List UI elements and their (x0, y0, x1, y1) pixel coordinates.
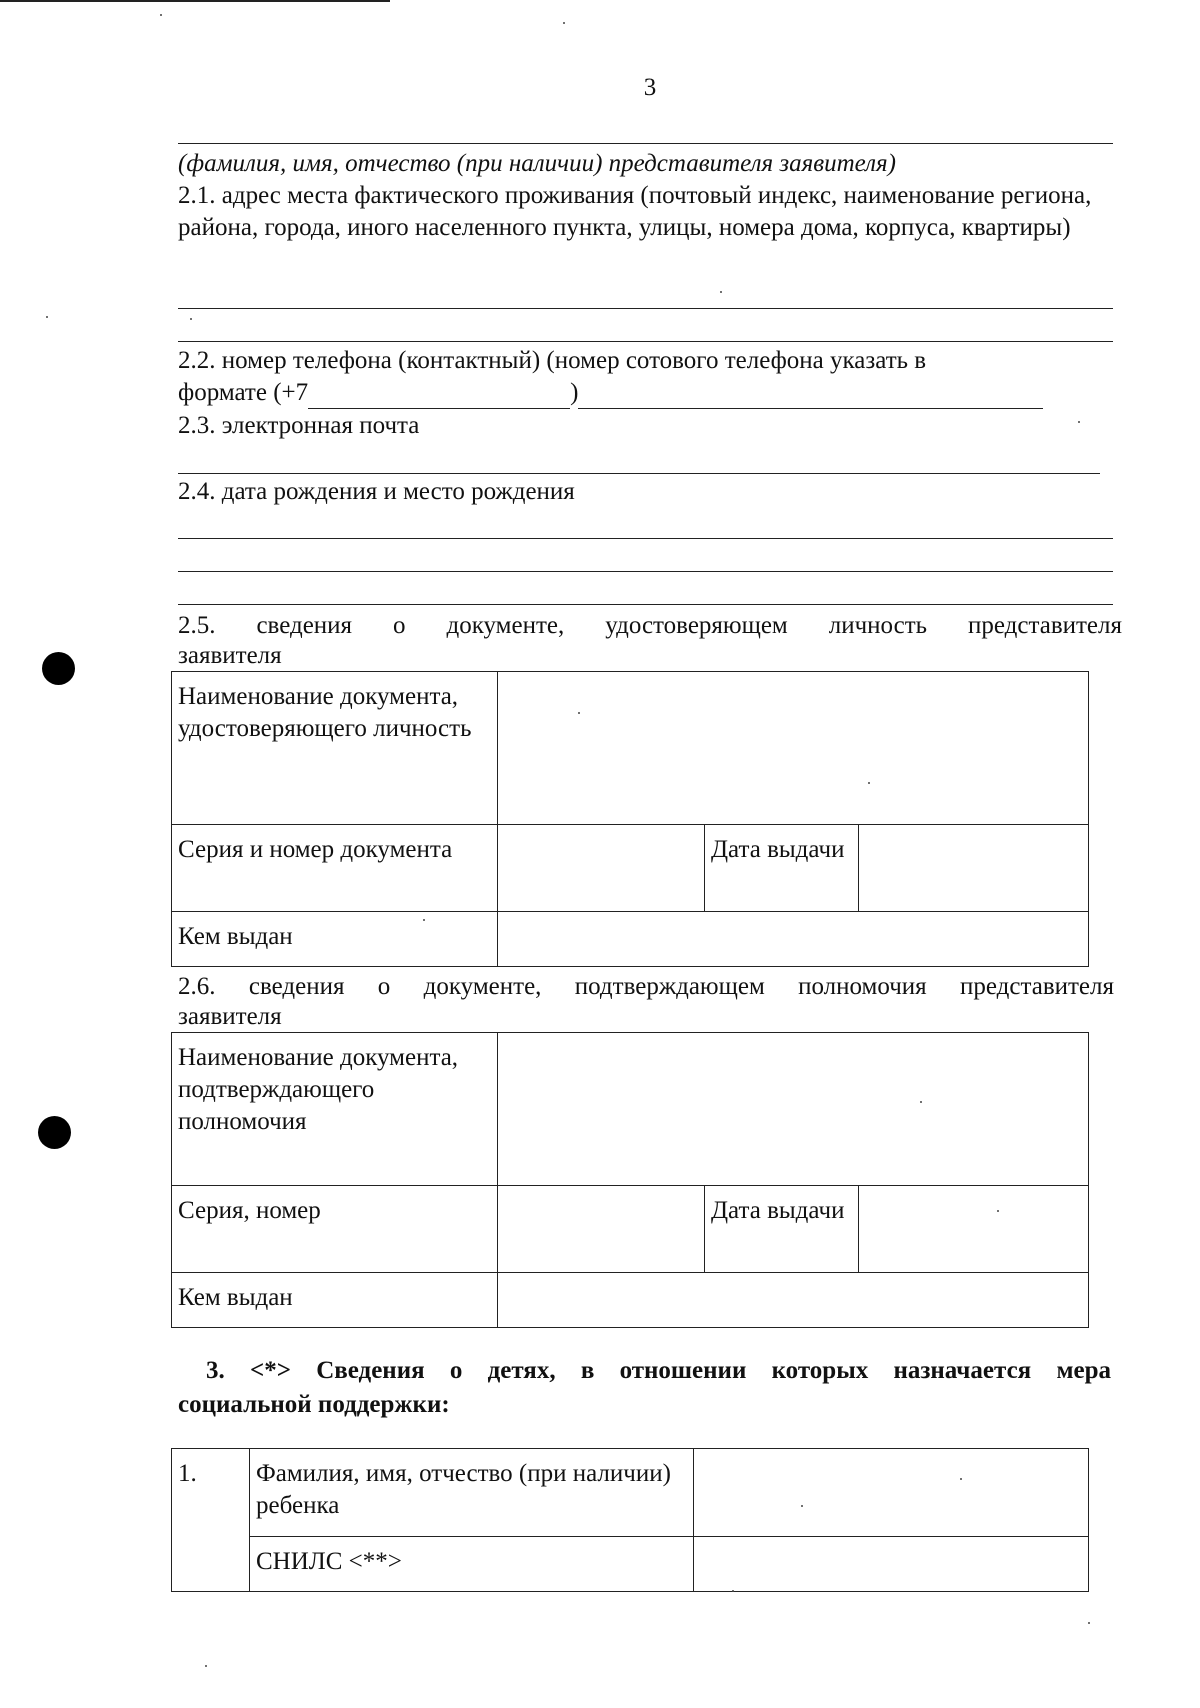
identity-issue-date-field[interactable] (859, 825, 1089, 912)
email-fill-line[interactable] (178, 473, 1100, 474)
scan-speck (868, 782, 870, 784)
scan-speck (720, 291, 722, 293)
identity-doc-name-label: Наименование документа, удостоверяющего личность (172, 672, 498, 825)
table-row (172, 1273, 1089, 1328)
child-fio-label: Фамилия, имя, отчество (при наличии) ребенка (250, 1449, 694, 1537)
item-2-2-phone-line2 (178, 377, 1078, 409)
table-row (172, 825, 1089, 912)
address-fill-line-1[interactable] (178, 308, 1113, 309)
authority-issue-date-label: Дата выдачи (705, 1186, 859, 1273)
authority-issued-by-label: Кем выдан (172, 1273, 498, 1328)
identity-issue-date-label: Дата выдачи (705, 825, 859, 912)
scan-speck (997, 1210, 999, 1212)
scan-speck (205, 1665, 207, 1667)
item-2-5-line2: заявителя (178, 642, 282, 669)
punch-hole (42, 652, 75, 685)
table-row (172, 1449, 1089, 1537)
authority-series-label: Серия, номер (172, 1186, 498, 1273)
scan-speck (160, 14, 162, 16)
scan-edge-line (0, 0, 390, 2)
identity-document-table (171, 671, 1089, 967)
authority-document-table (171, 1032, 1089, 1328)
representative-name-line[interactable] (178, 143, 1113, 144)
page-number: 3 (643, 74, 657, 101)
item-2-4-birth: 2.4. дата рождения и место рождения (178, 478, 575, 505)
scan-speck (1088, 1622, 1090, 1624)
child-snils-label: СНИЛС <**> (250, 1537, 694, 1592)
child-fio-field[interactable] (694, 1449, 1089, 1537)
scan-speck (920, 1101, 922, 1103)
authority-issue-date-field[interactable] (859, 1186, 1089, 1273)
child-row-number: 1. (172, 1449, 250, 1592)
table-row (172, 672, 1089, 825)
scan-speck (732, 1590, 734, 1592)
scan-speck (46, 316, 48, 318)
identity-series-field[interactable] (498, 825, 705, 912)
birth-fill-line-2[interactable] (178, 571, 1113, 572)
authority-series-field[interactable] (498, 1186, 705, 1273)
item-2-2-phone-line1: 2.2. номер телефона (контактный) (номер сотового телефона указать в (178, 347, 927, 374)
phone-close-paren: ) (570, 379, 579, 406)
scan-speck (960, 1478, 962, 1480)
birth-fill-line-1[interactable] (178, 538, 1113, 539)
item-2-5-line1: 2.5. сведения о документе, удостоверяющем личность представителя (178, 612, 1122, 639)
children-table (171, 1448, 1089, 1592)
section-3-heading-line2: социальной поддержки: (178, 1391, 450, 1418)
authority-issued-by-field[interactable] (498, 1273, 1089, 1328)
item-2-6-line1: 2.6. сведения о документе, подтверждающем полномочия представителя (178, 973, 1114, 1000)
punch-hole (38, 1116, 71, 1149)
birth-fill-line-3[interactable] (178, 604, 1113, 605)
identity-issued-by-label: Кем выдан (172, 912, 498, 967)
address-fill-line-2[interactable] (178, 341, 1113, 342)
identity-issued-by-field[interactable] (498, 912, 1089, 967)
scan-speck (190, 318, 192, 320)
table-row (172, 912, 1089, 967)
authority-doc-name-field[interactable] (498, 1033, 1089, 1186)
phone-extra-field[interactable] (578, 382, 1043, 409)
identity-doc-name-field[interactable] (498, 672, 1089, 825)
section-3-heading-line1: 3. <*> Сведения о детях, в отношении которых назначается мера (206, 1357, 1111, 1384)
scan-speck (423, 919, 425, 921)
phone-prefix: формате (+7 (178, 379, 309, 406)
table-row (172, 1186, 1089, 1273)
scan-speck (801, 1505, 803, 1507)
item-2-6-line2: заявителя (178, 1003, 282, 1030)
scan-speck (578, 712, 580, 714)
representative-caption: (фамилия, имя, отчество (при наличии) представителя заявителя) (178, 150, 897, 177)
authority-doc-name-label: Наименование документа, подтверждающего полномочия (172, 1033, 498, 1186)
scan-speck (563, 22, 565, 24)
table-row (172, 1537, 1089, 1592)
identity-series-label: Серия и номер документа (172, 825, 498, 912)
item-2-1-address: 2.1. адрес места фактического проживания (почтовый индекс, наименование региона, района, города, иного населенного пункта, улицы, номера дома, корпуса, квартиры) (178, 182, 1092, 241)
item-2-3-email: 2.3. электронная почта (178, 412, 420, 439)
child-snils-field[interactable] (694, 1537, 1089, 1592)
section-3-heading (178, 1354, 1111, 1422)
table-row (172, 1033, 1089, 1186)
phone-number-field[interactable] (308, 382, 570, 409)
scan-speck (1078, 421, 1080, 423)
